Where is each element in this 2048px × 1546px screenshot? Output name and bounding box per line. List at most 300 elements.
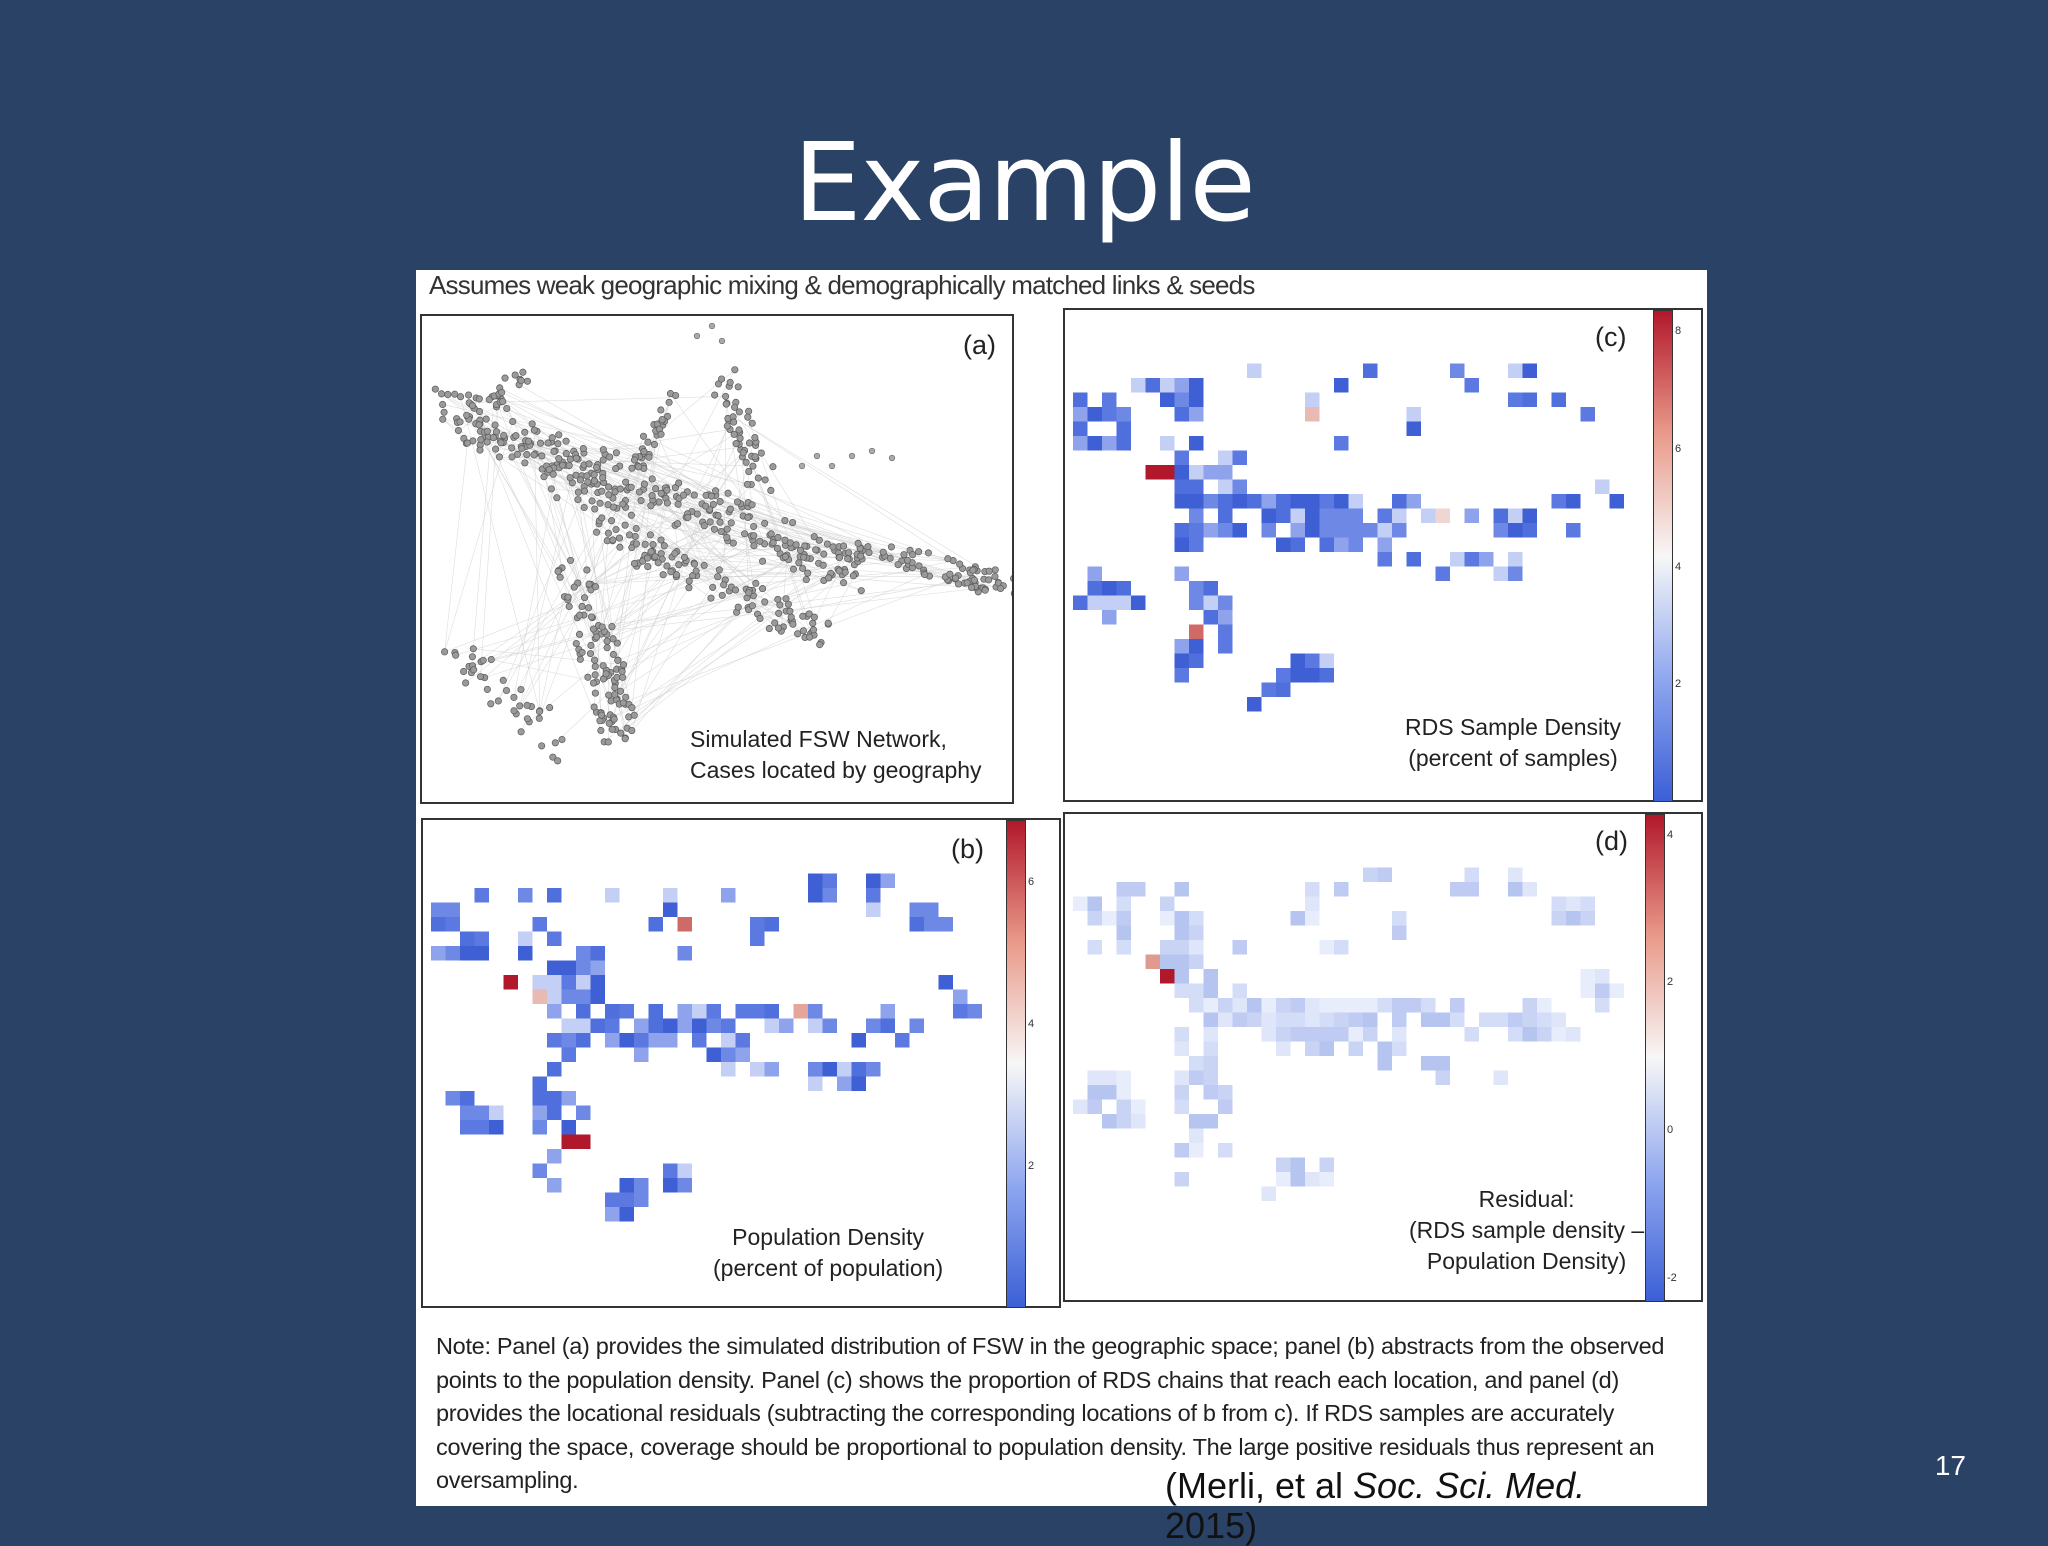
network-node bbox=[734, 499, 740, 505]
network-node bbox=[787, 608, 793, 614]
network-node bbox=[452, 652, 458, 658]
heatmap-cell bbox=[1102, 610, 1117, 625]
network-node bbox=[812, 547, 818, 553]
network-node bbox=[774, 545, 780, 551]
heatmap-cell bbox=[1204, 596, 1219, 611]
heatmap-cell bbox=[1276, 1042, 1291, 1057]
heatmap-cell bbox=[924, 917, 939, 932]
heatmap-cell bbox=[547, 932, 562, 947]
heatmap-cell bbox=[736, 1004, 751, 1019]
heatmap-cell bbox=[1131, 1100, 1146, 1115]
heatmap-cell bbox=[1407, 494, 1422, 509]
network-node bbox=[718, 528, 724, 534]
heatmap-cell bbox=[663, 1164, 678, 1179]
network-node bbox=[610, 651, 616, 657]
heatmap-cell bbox=[1218, 998, 1233, 1013]
network-node bbox=[559, 736, 565, 742]
heatmap-cell bbox=[446, 946, 461, 961]
network-node bbox=[606, 454, 612, 460]
network-node bbox=[586, 461, 592, 467]
cbar-c-tick-3: 2 bbox=[1675, 678, 1681, 690]
heatmap-cell bbox=[576, 1004, 591, 1019]
cbar-d-tick-0: 4 bbox=[1667, 829, 1673, 841]
heatmap-cell bbox=[1349, 1013, 1364, 1028]
network-node bbox=[469, 402, 475, 408]
network-node bbox=[904, 557, 910, 563]
heatmap-cell bbox=[620, 1207, 635, 1222]
panel-a-label: (a) bbox=[963, 330, 996, 361]
network-node bbox=[796, 560, 802, 566]
heatmap-cell bbox=[547, 990, 562, 1005]
network-node bbox=[617, 730, 623, 736]
heatmap-cell bbox=[1218, 1013, 1233, 1028]
network-node bbox=[785, 601, 791, 607]
network-node bbox=[439, 401, 445, 407]
network-node bbox=[465, 392, 471, 398]
network-node bbox=[539, 453, 545, 459]
heatmap-cell bbox=[1160, 940, 1175, 955]
network-node bbox=[982, 587, 988, 593]
heatmap-cell bbox=[1175, 1042, 1190, 1057]
network-node bbox=[825, 575, 831, 581]
heatmap-cell bbox=[736, 1033, 751, 1048]
colorbar-d bbox=[1645, 814, 1665, 1302]
heatmap-cell bbox=[1276, 1172, 1291, 1187]
heatmap-cell bbox=[1508, 509, 1523, 524]
network-node bbox=[737, 435, 743, 441]
network-node bbox=[576, 631, 582, 637]
heatmap-cell bbox=[1494, 509, 1509, 524]
network-node bbox=[829, 463, 835, 469]
heatmap-cell bbox=[1233, 523, 1248, 538]
heatmap-cell bbox=[591, 946, 606, 961]
network-node bbox=[811, 533, 817, 539]
heatmap-cell bbox=[1320, 494, 1335, 509]
network-node bbox=[476, 408, 482, 414]
network-node bbox=[945, 556, 951, 562]
heatmap-cell bbox=[1320, 1158, 1335, 1173]
network-node bbox=[599, 624, 605, 630]
heatmap-cell bbox=[808, 874, 823, 889]
network-node bbox=[806, 634, 812, 640]
heatmap-cell bbox=[547, 1004, 562, 1019]
heatmap-cell bbox=[1566, 494, 1581, 509]
heatmap-cell bbox=[562, 1048, 577, 1063]
heatmap-cell bbox=[1175, 494, 1190, 509]
network-node bbox=[707, 519, 713, 525]
network-node bbox=[800, 554, 806, 560]
heatmap-cell bbox=[1378, 552, 1393, 567]
heatmap-cell bbox=[591, 990, 606, 1005]
heatmap-cell bbox=[547, 1149, 562, 1164]
heatmap-cell bbox=[1247, 364, 1262, 379]
heatmap-cell bbox=[1552, 494, 1567, 509]
network-node bbox=[800, 613, 806, 619]
heatmap-cell bbox=[1233, 940, 1248, 955]
heatmap-cell bbox=[1291, 1172, 1306, 1187]
heatmap-cell bbox=[1334, 940, 1349, 955]
heatmap-cell bbox=[1291, 654, 1306, 669]
network-node bbox=[661, 543, 667, 549]
network-node bbox=[752, 453, 758, 459]
heatmap-cell bbox=[1407, 422, 1422, 437]
heatmap-cell bbox=[1566, 897, 1581, 912]
network-node bbox=[746, 590, 752, 596]
network-node bbox=[600, 446, 606, 452]
network-node bbox=[750, 463, 756, 469]
network-node bbox=[855, 540, 861, 546]
heatmap-cell bbox=[1189, 911, 1204, 926]
heatmap-cell bbox=[707, 1004, 722, 1019]
network-node bbox=[613, 465, 619, 471]
heatmap-cell bbox=[1320, 1013, 1335, 1028]
network-node bbox=[680, 492, 686, 498]
heatmap-cell bbox=[1334, 523, 1349, 538]
heatmap-cell bbox=[1537, 1013, 1552, 1028]
heatmap-cell bbox=[533, 975, 548, 990]
heatmap-cell bbox=[1117, 926, 1132, 941]
network-node bbox=[579, 603, 585, 609]
heatmap-cell bbox=[576, 1106, 591, 1121]
heatmap-cell bbox=[1508, 523, 1523, 538]
network-node bbox=[445, 391, 451, 397]
heatmap-cell bbox=[866, 903, 881, 918]
network-node bbox=[492, 422, 498, 428]
network-node bbox=[641, 481, 647, 487]
heatmap-cell bbox=[576, 990, 591, 1005]
network-node bbox=[599, 515, 605, 521]
heatmap-cell bbox=[910, 1019, 925, 1034]
heatmap-cell bbox=[779, 1019, 794, 1034]
network-node bbox=[889, 455, 895, 461]
heatmap-cell bbox=[1334, 998, 1349, 1013]
heatmap-cell bbox=[1117, 596, 1132, 611]
colorbar-c bbox=[1653, 310, 1673, 802]
heatmap-cell bbox=[605, 888, 620, 903]
network-node bbox=[452, 391, 458, 397]
heatmap-cell bbox=[1378, 509, 1393, 524]
heatmap-cell bbox=[1088, 897, 1103, 912]
network-node bbox=[724, 423, 730, 429]
network-node bbox=[717, 519, 723, 525]
heatmap-cell bbox=[1233, 451, 1248, 466]
network-node bbox=[613, 450, 619, 456]
heatmap-cell bbox=[1189, 1129, 1204, 1144]
heatmap-cell bbox=[1189, 538, 1204, 553]
heatmap-cell bbox=[1523, 509, 1538, 524]
network-node bbox=[731, 431, 737, 437]
network-node bbox=[635, 464, 641, 470]
network-node bbox=[790, 621, 796, 627]
network-node bbox=[511, 694, 517, 700]
network-node bbox=[992, 567, 998, 573]
heatmap-cell bbox=[1276, 494, 1291, 509]
heatmap-cell bbox=[1102, 911, 1117, 926]
heatmap-cell bbox=[634, 1178, 649, 1193]
heatmap-cell bbox=[1088, 567, 1103, 582]
network-node bbox=[599, 488, 605, 494]
heatmap-cell bbox=[1102, 1071, 1117, 1086]
heatmap-cell bbox=[1218, 625, 1233, 640]
network-node bbox=[821, 551, 827, 557]
network-node bbox=[556, 455, 562, 461]
colorbar-b-ticks bbox=[1028, 820, 1048, 1306]
heatmap-cell bbox=[1189, 509, 1204, 524]
heatmap-cell bbox=[750, 917, 765, 932]
heatmap-cell bbox=[866, 1019, 881, 1034]
network-node bbox=[732, 587, 738, 593]
heatmap-cell bbox=[605, 1033, 620, 1048]
heatmap-cell bbox=[1349, 494, 1364, 509]
heatmap-cell bbox=[1131, 378, 1146, 393]
heatmap-cell bbox=[1305, 882, 1320, 897]
network-node bbox=[563, 450, 569, 456]
heatmap-cell bbox=[1175, 567, 1190, 582]
heatmap-cell bbox=[1218, 1085, 1233, 1100]
heatmap-cell bbox=[1552, 911, 1567, 926]
heatmap-cell bbox=[1233, 984, 1248, 999]
network-node bbox=[500, 677, 506, 683]
heatmap-cell bbox=[1218, 596, 1233, 611]
heatmap-cell bbox=[1363, 1027, 1378, 1042]
network-node bbox=[797, 547, 803, 553]
network-node bbox=[727, 506, 733, 512]
heatmap-cell bbox=[1262, 1187, 1277, 1202]
heatmap-cell bbox=[1117, 940, 1132, 955]
network-node bbox=[800, 628, 806, 634]
heatmap-cell bbox=[1102, 581, 1117, 596]
heatmap-cell bbox=[1523, 364, 1538, 379]
heatmap-cell bbox=[1581, 911, 1596, 926]
heatmap-cell bbox=[605, 1004, 620, 1019]
heatmap-cell bbox=[533, 1120, 548, 1135]
network-node bbox=[880, 549, 886, 555]
heatmap-cell bbox=[721, 1019, 736, 1034]
network-node bbox=[814, 453, 820, 459]
heatmap-cell bbox=[837, 1062, 852, 1077]
network-node bbox=[581, 594, 587, 600]
network-node bbox=[617, 544, 623, 550]
heatmap-cell bbox=[460, 1106, 475, 1121]
heatmap-cell bbox=[1175, 639, 1190, 654]
heatmap-cell bbox=[1175, 882, 1190, 897]
network-node bbox=[836, 568, 842, 574]
network-node bbox=[744, 481, 750, 487]
heatmap-cell bbox=[562, 990, 577, 1005]
heatmap-cell bbox=[1334, 378, 1349, 393]
heatmap-cell bbox=[852, 1062, 867, 1077]
heatmap-cell bbox=[1117, 1071, 1132, 1086]
heatmap-cell bbox=[1117, 407, 1132, 422]
network-node bbox=[591, 657, 597, 663]
network-node bbox=[740, 450, 746, 456]
heatmap-cell bbox=[1291, 538, 1306, 553]
heatmap-cell bbox=[765, 1062, 780, 1077]
heatmap-cell bbox=[1073, 897, 1088, 912]
heatmap-cell bbox=[1276, 1158, 1291, 1173]
heatmap-cell bbox=[1320, 668, 1335, 683]
network-node bbox=[581, 504, 587, 510]
network-node bbox=[600, 662, 606, 668]
network-node bbox=[469, 654, 475, 660]
network-node bbox=[794, 631, 800, 637]
heatmap-cell bbox=[518, 946, 533, 961]
network-node bbox=[659, 416, 665, 422]
heatmap-cell bbox=[1117, 1085, 1132, 1100]
network-node bbox=[573, 640, 579, 646]
heatmap-cell bbox=[1523, 1013, 1538, 1028]
network-node bbox=[552, 740, 558, 746]
network-node bbox=[916, 563, 922, 569]
heatmap-cell bbox=[1233, 1013, 1248, 1028]
network-node bbox=[585, 674, 591, 680]
heatmap-cell bbox=[866, 1062, 881, 1077]
network-node bbox=[579, 649, 585, 655]
heatmap-cell bbox=[547, 1106, 562, 1121]
heatmap-cell bbox=[1479, 552, 1494, 567]
heatmap-cell bbox=[1102, 393, 1117, 408]
network-node bbox=[584, 567, 590, 573]
network-node bbox=[649, 476, 655, 482]
network-node bbox=[745, 408, 751, 414]
heatmap-cell bbox=[1508, 393, 1523, 408]
heatmap-cell bbox=[823, 874, 838, 889]
heatmap-cell bbox=[1450, 364, 1465, 379]
network-node bbox=[551, 448, 557, 454]
network-node bbox=[668, 569, 674, 575]
heatmap-cell bbox=[1363, 1013, 1378, 1028]
heatmap-cell bbox=[910, 903, 925, 918]
network-node bbox=[718, 376, 724, 382]
heatmap-cell bbox=[692, 1019, 707, 1034]
network-node bbox=[605, 484, 611, 490]
network-node bbox=[716, 567, 722, 573]
network-node bbox=[749, 420, 755, 426]
network-node bbox=[608, 518, 614, 524]
heatmap-cell bbox=[663, 888, 678, 903]
network-node bbox=[549, 435, 555, 441]
network-node bbox=[701, 522, 707, 528]
heatmap-cell bbox=[1247, 1013, 1262, 1028]
network-node bbox=[592, 672, 598, 678]
heatmap-cell bbox=[1465, 378, 1480, 393]
network-node bbox=[519, 445, 525, 451]
network-node bbox=[529, 421, 535, 427]
heatmap-cell bbox=[1305, 393, 1320, 408]
network-node bbox=[722, 393, 728, 399]
heatmap-cell bbox=[475, 1106, 490, 1121]
heatmap-cell bbox=[1204, 1013, 1219, 1028]
network-node bbox=[612, 691, 618, 697]
network-node bbox=[524, 716, 530, 722]
heatmap-cell bbox=[1204, 1114, 1219, 1129]
heatmap-cell bbox=[1073, 596, 1088, 611]
heatmap-cell bbox=[1595, 998, 1610, 1013]
network-node bbox=[620, 700, 626, 706]
network-node bbox=[457, 419, 463, 425]
network-node bbox=[509, 454, 515, 460]
heatmap-cell-highlight bbox=[1436, 509, 1451, 524]
cbar-b-tick-2: 2 bbox=[1028, 1160, 1034, 1172]
heatmap-cell bbox=[1218, 480, 1233, 495]
network-node bbox=[556, 432, 562, 438]
network-node bbox=[955, 581, 961, 587]
heatmap-cell bbox=[663, 903, 678, 918]
heatmap-cell bbox=[446, 917, 461, 932]
network-node bbox=[610, 504, 616, 510]
heatmap-cell bbox=[1392, 911, 1407, 926]
heatmap-cell bbox=[721, 1062, 736, 1077]
network-node bbox=[730, 540, 736, 546]
heatmap-cell bbox=[489, 1120, 504, 1135]
network-node bbox=[685, 514, 691, 520]
heatmap-cell bbox=[1392, 523, 1407, 538]
heatmap-cell bbox=[1189, 596, 1204, 611]
network-node bbox=[766, 625, 772, 631]
heatmap-cell bbox=[576, 961, 591, 976]
network-node bbox=[664, 563, 670, 569]
heatmap-cell bbox=[1494, 567, 1509, 582]
heatmap-cell bbox=[1305, 1172, 1320, 1187]
network-node bbox=[584, 473, 590, 479]
heatmap-cell bbox=[562, 961, 577, 976]
heatmap-cell bbox=[1291, 509, 1306, 524]
network-node bbox=[758, 450, 764, 456]
network-node bbox=[432, 386, 438, 392]
network-node bbox=[620, 501, 626, 507]
heatmap-cell bbox=[678, 1019, 693, 1034]
heatmap-cell bbox=[808, 1062, 823, 1077]
heatmap-cell bbox=[1508, 552, 1523, 567]
network-node bbox=[524, 451, 530, 457]
heatmap-cell bbox=[1523, 393, 1538, 408]
network-node bbox=[588, 642, 594, 648]
heatmap-cell bbox=[1566, 523, 1581, 538]
heatmap-cell bbox=[1218, 451, 1233, 466]
heatmap-cell bbox=[1204, 1042, 1219, 1057]
heatmap-cell bbox=[765, 917, 780, 932]
network-edge bbox=[520, 458, 577, 706]
network-node bbox=[567, 557, 573, 563]
citation-year: 2015) bbox=[1165, 1505, 1257, 1546]
heatmap-cell bbox=[1378, 998, 1393, 1013]
network-edge bbox=[742, 457, 748, 593]
network-node bbox=[789, 519, 795, 525]
network-node bbox=[633, 525, 639, 531]
network-node bbox=[810, 620, 816, 626]
network-node bbox=[790, 566, 796, 572]
network-node bbox=[799, 463, 805, 469]
network-node bbox=[603, 671, 609, 677]
network-node bbox=[517, 703, 523, 709]
network-node bbox=[565, 594, 571, 600]
heatmap-cell bbox=[910, 917, 925, 932]
network-node bbox=[609, 726, 615, 732]
heatmap-cell bbox=[1421, 998, 1436, 1013]
heatmap-cell bbox=[678, 1178, 693, 1193]
network-node bbox=[476, 396, 482, 402]
network-node bbox=[536, 715, 542, 721]
heatmap-cell bbox=[721, 888, 736, 903]
heatmap-cell bbox=[1102, 407, 1117, 422]
heatmap-cell bbox=[1131, 1114, 1146, 1129]
network-node bbox=[605, 530, 611, 536]
network-node bbox=[745, 514, 751, 520]
network-node bbox=[599, 475, 605, 481]
heatmap-cell bbox=[1189, 465, 1204, 480]
heatmap-cell bbox=[1349, 523, 1364, 538]
network-node bbox=[606, 492, 612, 498]
